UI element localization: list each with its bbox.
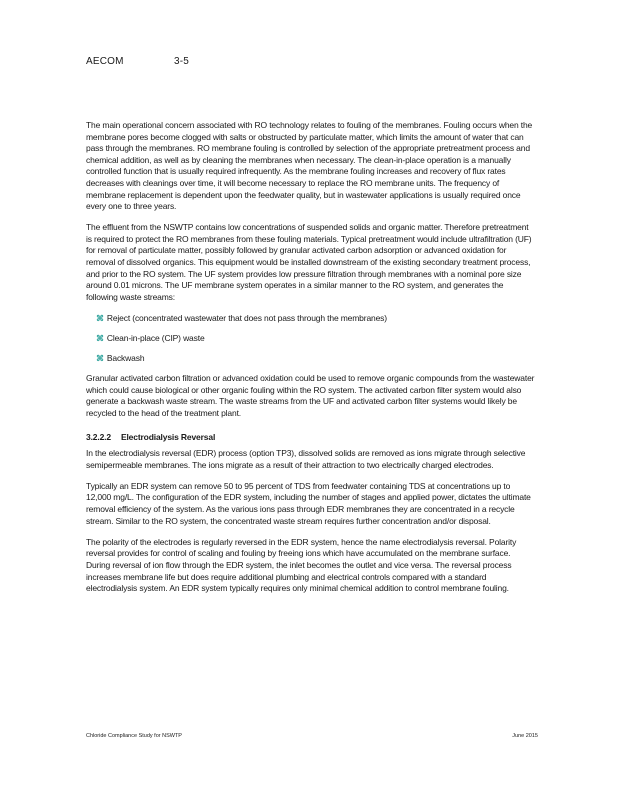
list-item bbox=[96, 353, 536, 365]
bullet-icon: ⌘ bbox=[96, 334, 104, 343]
section-title: Electrodialysis Reversal bbox=[120, 431, 216, 442]
footer-title: Chloride Compliance Study for NSWTP bbox=[86, 733, 182, 739]
list-item bbox=[96, 333, 536, 345]
paragraph-edr-polarity: The polarity of the electrodes is regularly reversed in the EDR system, hence the name electrodialysis reversal. Polarity reversal provides for control of scaling and fouling by freeing ions which have accumulated on the membrane surface. During reversal of ion flow through the EDR system, the inlet becomes the outlet and vice versa. The reversal process increases membrane life but does require additional plumbing and electrical controls compared with a standard electrodialysis system. An EDR system typically requires only minimal chemical addition to control membrane fouling. bbox=[86, 536, 517, 594]
paragraph-edr-removal: Typically an EDR system can remove 50 to 95 percent of TDS from feedwater containing TDS at concentrations up to 12,000 mg/L. The configuration of the EDR system, including the number of stages and applied power, dictates the ultimate removal efficiency of the system. As the various ions pass through EDR membranes they are concentrated in a recycle stream. Similar to the RO system, the concentrated waste stream requires further concentration and/or disposal. bbox=[86, 480, 531, 526]
list-item bbox=[96, 313, 536, 325]
page-footer bbox=[86, 733, 538, 739]
document-body bbox=[86, 120, 536, 604]
section-heading bbox=[86, 432, 536, 444]
footer-date: June 2015 bbox=[512, 733, 538, 739]
list-item-text: Clean-in-place (CIP) waste bbox=[106, 333, 205, 343]
paragraph-ro-fouling: The main operational concern associated with RO technology relates to fouling of the membranes. Fouling occurs when the membrane pores become clogged with salts or obstructed by particulate matter, which limits the amount of water that can pass through the membranes. RO membrane fouling is controlled by selection of the appropriate pretreatment process and chemical addition, as well as by cleaning the membranes when necessary. The clean-in-place operation is a manually controlled function that is usually required infrequently. As the membrane fouling increases and recovery of flux rates decreases with cleanings over time, it will become necessary to replace the RO membrane units. The frequency of membrane replacement is dependent upon the feedwater quality, but in wastewater applications is usually required once every one to three years. bbox=[86, 120, 533, 212]
header-page-number: 3-5 bbox=[174, 56, 190, 67]
list-item-text: Backwash bbox=[106, 353, 145, 364]
paragraph-edr-intro: In the electrodialysis reversal (EDR) process (option TP3), dissolved solids are removed as ions migrate through selective semipermeable membranes. The ions migrate as a result of their attraction to two electrically charged electrodes. bbox=[86, 448, 526, 470]
section-number: 3.2.2.2 bbox=[86, 431, 111, 442]
page-header bbox=[86, 56, 190, 67]
bullet-icon: ⌘ bbox=[96, 354, 104, 364]
paragraph-carbon-filtration: Granular activated carbon filtration or advanced oxidation could be used to remove organic compounds from the wastewater which could cause biological or other organic fouling within the RO system. The activated carbon filter system would also generate a backwash waste stream. The waste streams from the UF and activated carbon filter systems would likely be recycled to the head of the treatment plant. bbox=[86, 373, 535, 418]
list-item-text: Reject (concentrated wastewater that does not pass through the membranes) bbox=[106, 312, 387, 323]
paragraph-pretreatment: The effluent from the NSWTP contains low concentrations of suspended solids and organic matter. Therefore pretreatment is required to protect the RO membranes from these fouling materials. Typical pretreatment would include ultrafiltration (UF) for removal of particulate matter, possibly followed by granular activated carbon adsorption or advanced oxidation for removal of dissolved organics. This equipment would be installed downstream of the existing secondary treatment process, and prior to the RO system. The UF system provides low pressure filtration through membranes with a nominal pore size around 0.01 microns. The UF membrane system operates in a similar manner to the RO system, and generates the following waste streams: bbox=[86, 222, 532, 302]
bullet-icon: ⌘ bbox=[96, 313, 104, 323]
header-company: AECOM bbox=[86, 56, 124, 67]
